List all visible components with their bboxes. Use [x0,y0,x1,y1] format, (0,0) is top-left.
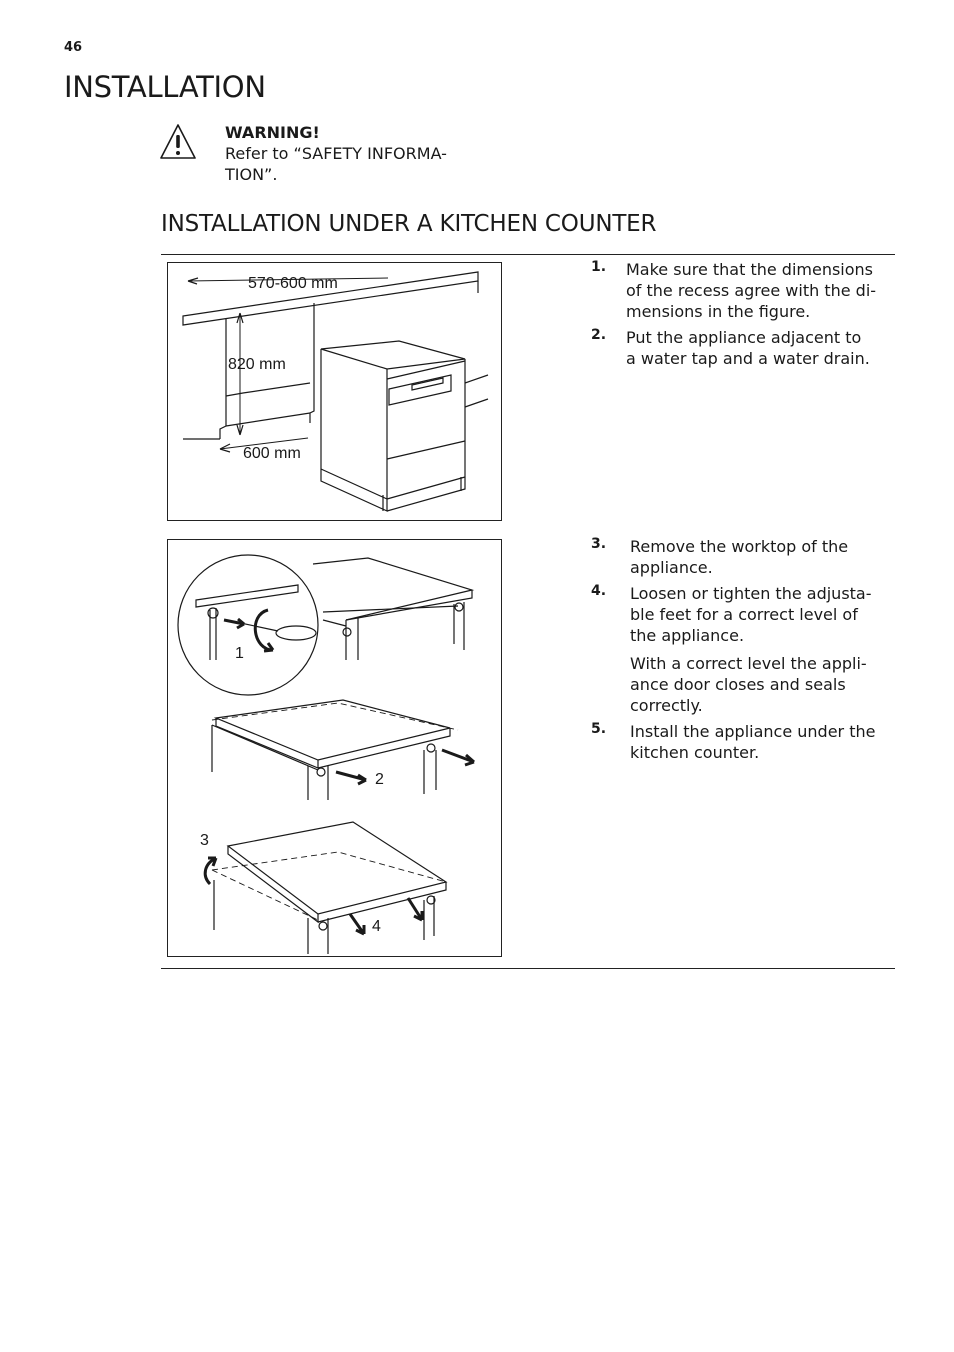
step-text-line: of the recess agree with the di- [626,281,877,300]
step-text-line: Make sure that the dimensions [626,260,874,279]
step-text-line: Put the appliance adjacent to [626,328,862,347]
section-title: INSTALLATION UNDER A KITCHEN COUNTER [161,211,657,237]
note-text-line: ance door closes and seals [630,675,846,694]
step-1 [591,259,891,322]
width-dimension-label: 570-600 mm [248,275,338,292]
worktop-adjustment-diagram [168,540,501,956]
steps-list-2 [591,536,891,768]
warning-text-line-2: TION”. [225,165,278,184]
step-number: 2. [591,327,607,343]
section-rule-bottom [161,968,895,969]
step-3-figure-label: 3 [200,832,209,849]
step-text-line: kitchen counter. [630,743,760,762]
steps-list-1 [591,259,891,374]
step-text-line: Install the appliance under the [630,722,876,741]
step-number: 3. [591,536,607,552]
recess-dimensions-figure [167,262,502,521]
step-2 [591,327,891,369]
depth-dimension-label: 600 mm [243,445,301,462]
step-text-line: ble feet for a correct level of [630,605,858,624]
warning-text-line-1: Refer to “SAFETY INFORMA- [225,144,447,163]
step-text-line: appliance. [630,558,713,577]
step-5 [591,721,891,763]
note-text-line: With a correct level the appli- [630,654,867,673]
page-number: 46 [64,40,83,55]
section-rule-top [161,254,895,255]
worktop-adjustment-figure [167,539,502,957]
step-3 [591,536,891,578]
note-text-line: correctly. [630,696,703,715]
step-number: 4. [591,583,607,599]
step-1-figure-label: 1 [235,645,244,662]
step-4-figure-label: 4 [372,918,381,935]
page-title: INSTALLATION [64,70,266,104]
warning-heading: WARNING! [225,123,320,142]
step-text-line: a water tap and a water drain. [626,349,870,368]
step-text-line: the appliance. [630,626,745,645]
step-4-note [630,653,891,716]
step-text-line: Remove the worktop of the [630,537,849,556]
step-number: 1. [591,259,607,275]
step-number: 5. [591,721,607,737]
warning-triangle-icon [158,122,198,162]
step-2-figure-label: 2 [375,771,384,788]
height-dimension-label: 820 mm [228,356,286,373]
step-4 [591,583,891,716]
step-text-line: mensions in the figure. [626,302,811,321]
recess-dimensions-diagram [168,263,501,520]
step-text-line: Loosen or tighten the adjusta- [630,584,872,603]
